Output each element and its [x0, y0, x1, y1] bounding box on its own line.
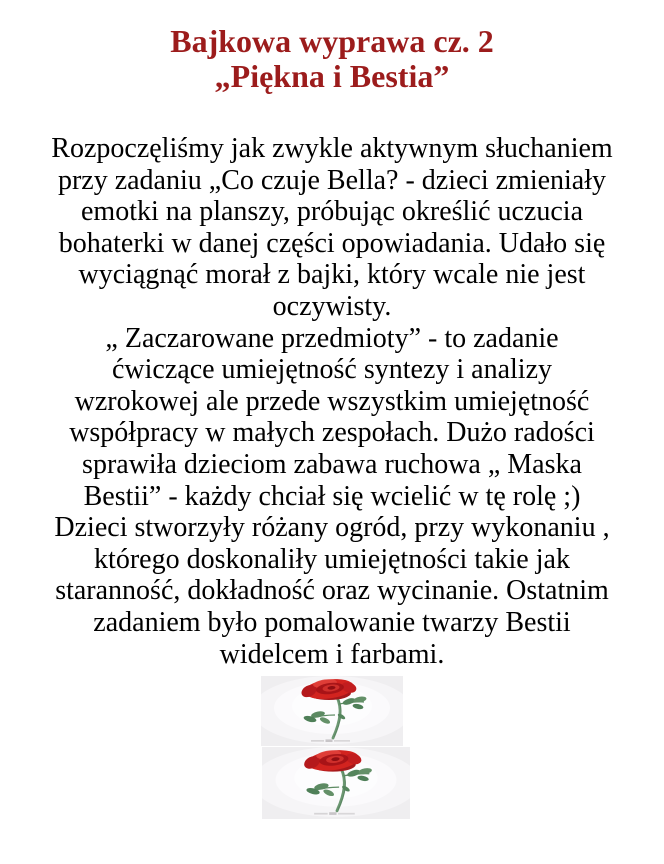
body-line: ćwiczące umiejętność syntezy i analizy: [111, 354, 552, 386]
document-title: [0, 24, 664, 94]
body-line: wzrokowej ale przede wszystkim umiejętność: [74, 385, 590, 417]
rose-image-1: [261, 676, 403, 746]
body-line: staranność, dokładność oraz wycinanie. Ostatnim: [55, 575, 609, 607]
body-line: emotki na planszy, próbując określić uczucia: [81, 196, 583, 228]
body-line: bohaterki w danej części opowiadania. Udało się: [58, 227, 606, 259]
body-line: przy zadaniu „Co czuje Bella? - dzieci zmieniały: [57, 164, 607, 196]
body-line: oczywisty.: [272, 290, 392, 322]
body-line: sprawiła dzieciom zabawa ruchowa „ Maska: [82, 448, 582, 480]
rose-figures: [0, 676, 664, 819]
title-line-1: Bajkowa wyprawa cz. 2: [170, 23, 494, 59]
rose-image-2: [262, 747, 410, 819]
title-line-2: „Piękna i Bestia”: [214, 58, 450, 94]
body-line: którego doskonaliły umiejętności takie jak: [94, 543, 570, 575]
body-paragraph: [0, 133, 664, 670]
body-line: „ Zaczarowane przedmioty” - to zadanie: [105, 322, 559, 354]
body-line: Dzieci stworzyły różany ogród, przy wykonaniu ,: [54, 512, 610, 544]
body-line: Rozpoczęliśmy jak zwykle aktywnym słuchaniem: [51, 133, 613, 164]
body-line: Bestii” - każdy chciał się wcielić w tę rolę ;): [83, 480, 581, 512]
body-line: zadaniem było pomalowanie twarzy Bestii: [93, 606, 571, 638]
body-line: współpracy w małych zespołach. Dużo radości: [69, 417, 595, 449]
body-line: wyciągnąć morał z bajki, który wcale nie jest: [78, 259, 586, 291]
body-line: widelcem i farbami.: [219, 638, 445, 670]
